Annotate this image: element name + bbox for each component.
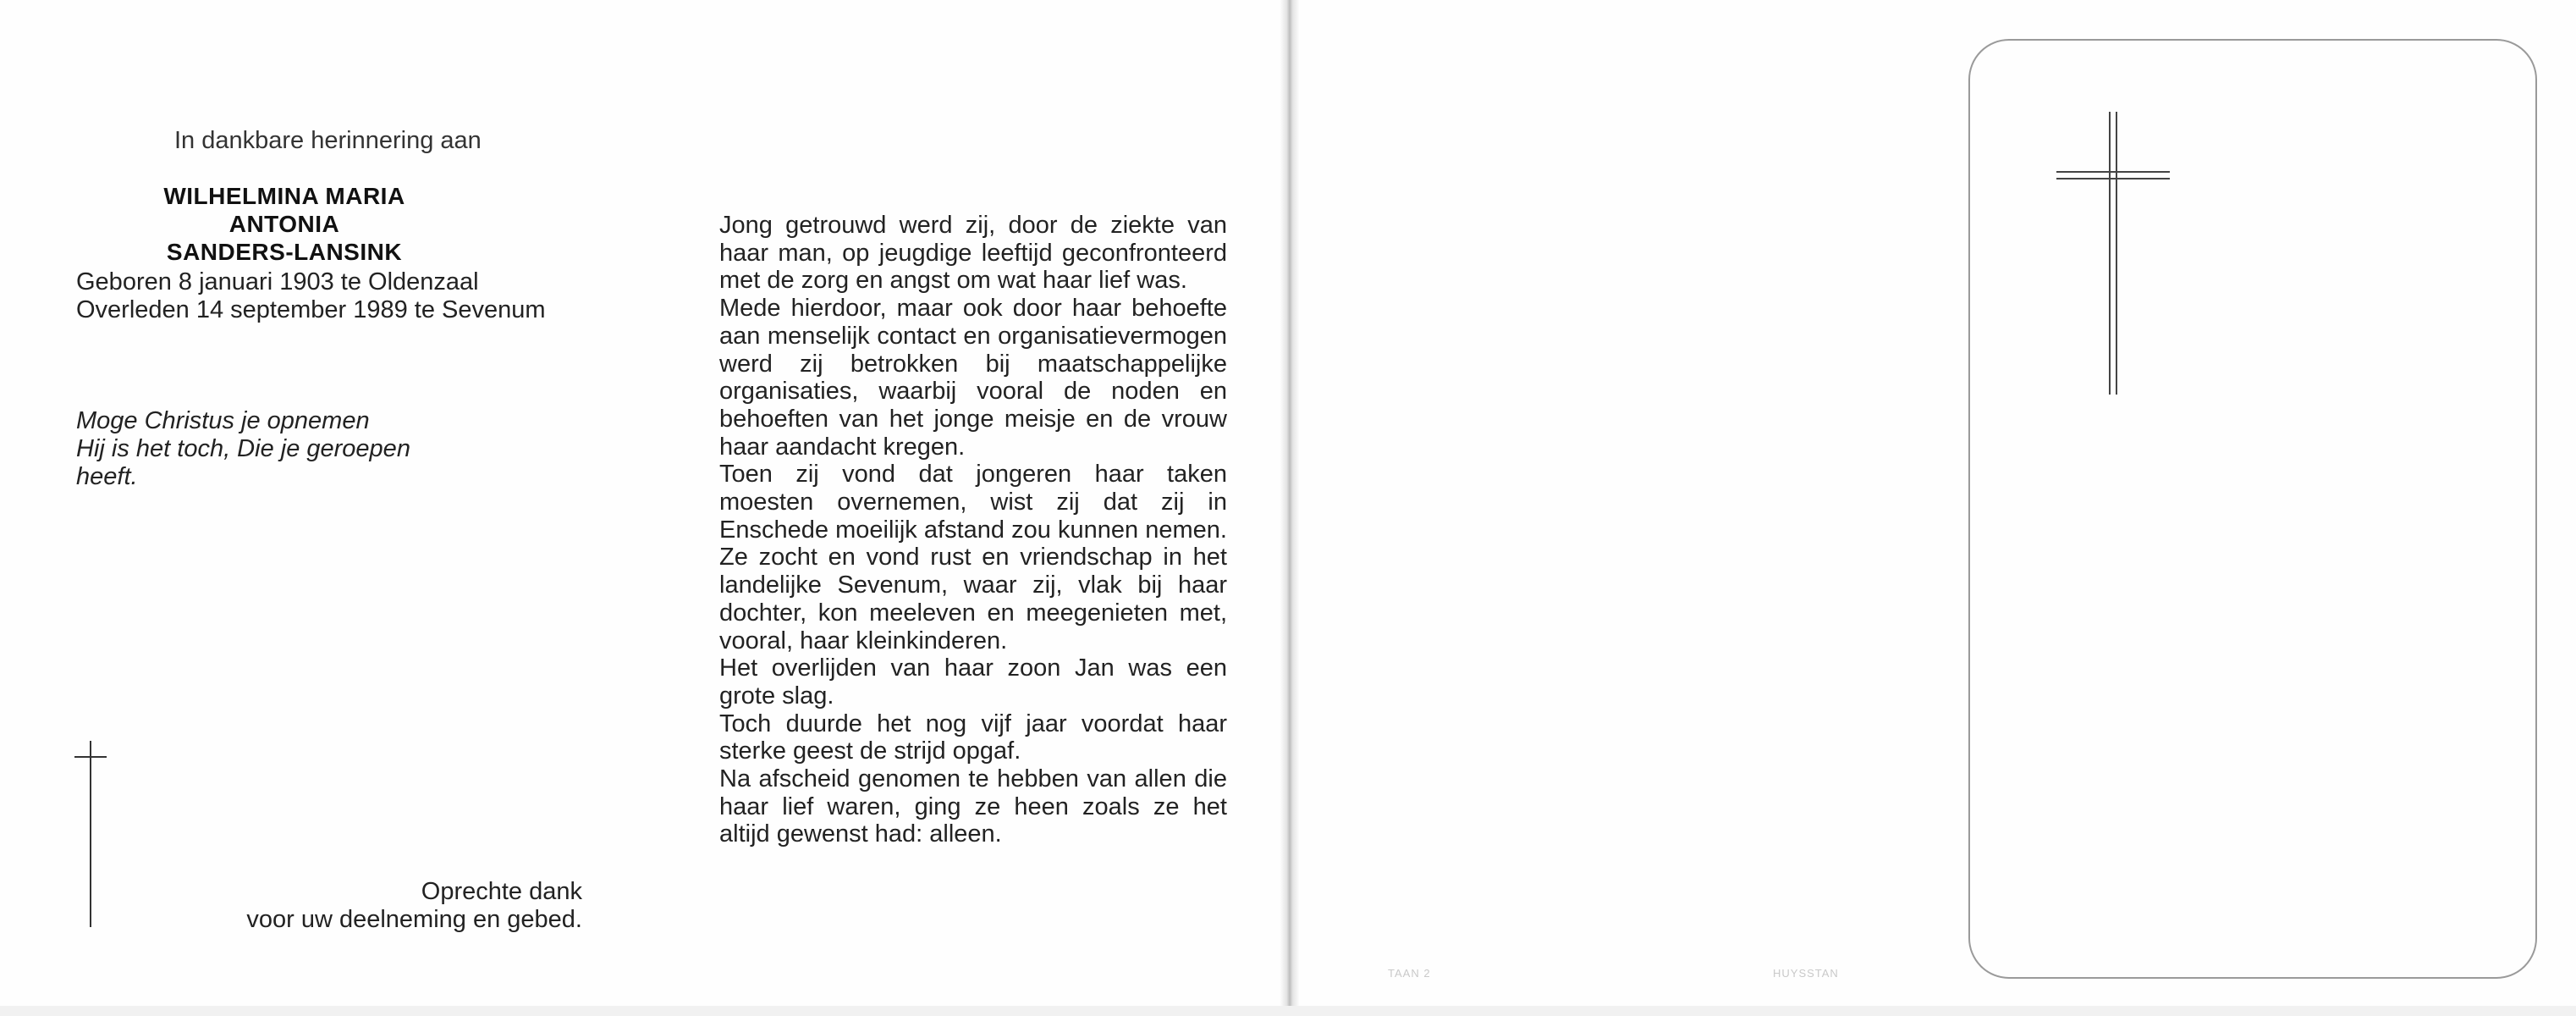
bio-paragraph-5: Toch duurde het nog vijf jaar voordat haar sterke geest de strijd opgaf. bbox=[719, 710, 1227, 765]
deceased-name bbox=[142, 182, 427, 266]
thanks-line-1: Oprechte dank bbox=[421, 878, 582, 905]
thanks-line-2: voor uw deelneming en gebed. bbox=[246, 906, 582, 933]
small-cross-icon bbox=[74, 741, 108, 927]
double-cross-icon bbox=[2056, 112, 2171, 395]
bio-paragraph-6: Na afscheid genomen te hebben van allen die haar lief waren, ging ze heen zoals ze het altijd gewenst had: alleen. bbox=[719, 765, 1227, 848]
intro-text: In dankbare herinnering aan bbox=[174, 127, 482, 154]
small-cross-vertical bbox=[90, 741, 91, 927]
life-dates bbox=[76, 268, 546, 324]
bio-paragraph-4: Het overlijden van haar zoon Jan was een grote slag. bbox=[719, 654, 1227, 710]
verse-line-1: Moge Christus je opnemen bbox=[76, 407, 370, 434]
bio-paragraph-2: Mede hierdoor, maar ook door haar behoefte aan menselijk contact en organisatievermogen werd zij betrokken bij maatschappelijke organisaties, waarbij vooral de noden en behoeften van het jonge meisje en de vrouw haar aandacht kregen. bbox=[719, 295, 1227, 461]
verse-line-2: Hij is het toch, Die je geroepen bbox=[76, 435, 410, 462]
prayer-verse bbox=[76, 407, 410, 491]
cover-frame bbox=[1968, 39, 2537, 979]
bio-paragraph-1: Jong getrouwd werd zij, door de ziekte van haar man, op jeugdige leeftijd geconfronteerd met de zorg en angst om wat haar lief was. bbox=[719, 212, 1227, 295]
bio-paragraph-3: Toen zij vond dat jongeren haar taken moesten overnemen, wist zij dat zij in Enschede moeilijk afstand zou kunnen nemen. Ze zocht en vond rust en vriendschap in het landelijke Sevenum, waar zij, vlak bij haar dochter, kon meeleven en meegenieten met, vooral, haar kleinkinderen. bbox=[719, 461, 1227, 654]
card-bottom-edge bbox=[0, 1006, 2576, 1016]
thanks-text bbox=[169, 878, 582, 934]
biography bbox=[719, 212, 1227, 848]
name-line-2: SANDERS-LANSINK bbox=[166, 239, 403, 265]
page-fold bbox=[1280, 0, 1300, 1016]
died-line: Overleden 14 september 1989 te Sevenum bbox=[76, 296, 546, 323]
born-line: Geboren 8 januari 1903 te Oldenzaal bbox=[76, 268, 479, 295]
verse-line-3: heeft. bbox=[76, 463, 138, 490]
printer-mark-1: TAAN 2 bbox=[1388, 967, 1431, 980]
small-cross-horizontal bbox=[74, 756, 107, 758]
cross-horizontal-1 bbox=[2056, 171, 2170, 173]
cross-horizontal-2 bbox=[2056, 178, 2170, 179]
printer-mark-2: HUYSSTAN bbox=[1773, 967, 1839, 980]
cross-vertical-2 bbox=[2116, 112, 2117, 395]
cross-vertical-1 bbox=[2109, 112, 2111, 395]
name-line-1: WILHELMINA MARIA ANTONIA bbox=[163, 183, 405, 237]
